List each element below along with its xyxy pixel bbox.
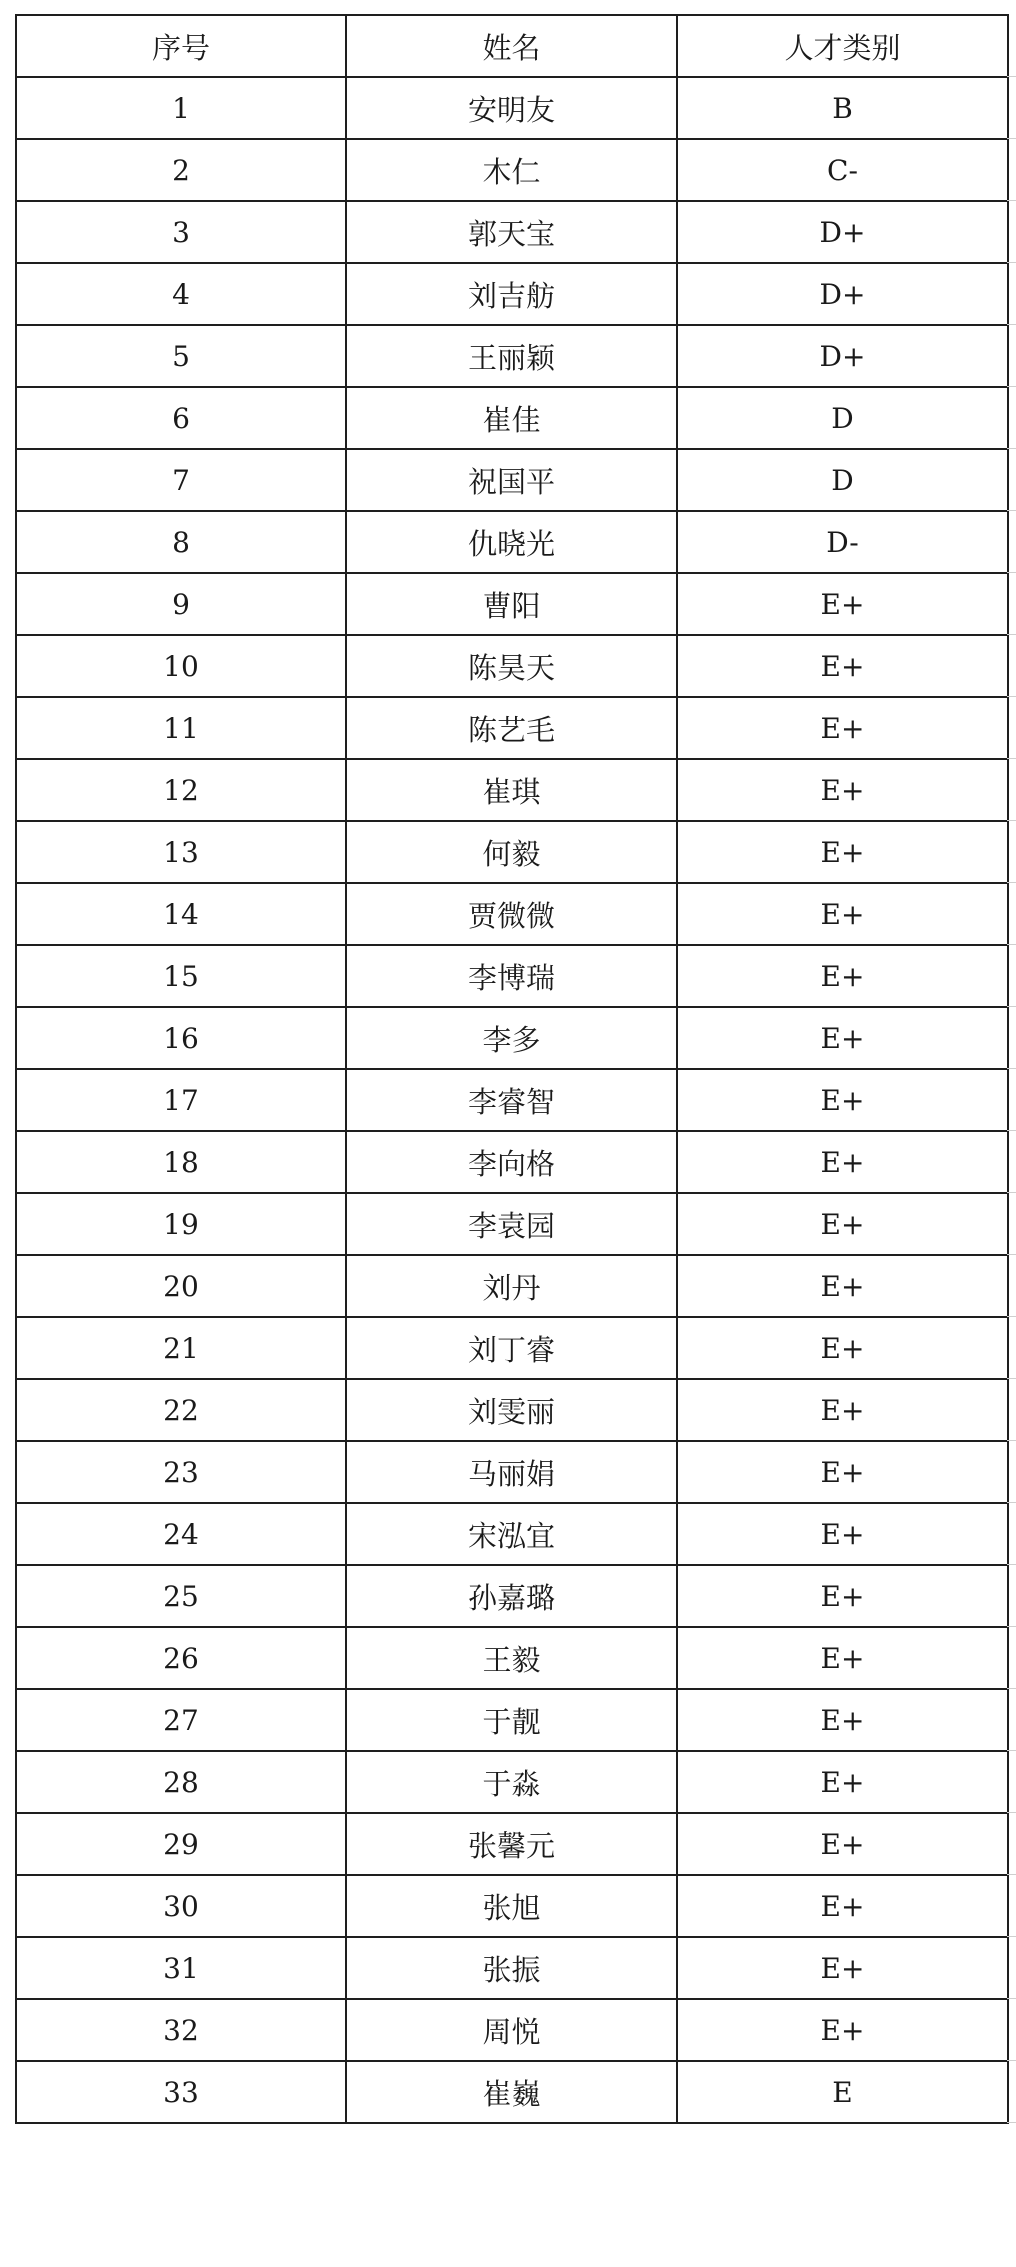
table-row [16, 1069, 1008, 1131]
cell-serial-number: 23 [16, 1441, 346, 1503]
cell-serial-number: 30 [16, 1875, 346, 1937]
cell-serial-number: 3 [16, 201, 346, 263]
gridline-stub [1007, 1130, 1016, 1131]
cell-serial-number: 24 [16, 1503, 346, 1565]
table-row [16, 387, 1008, 449]
cell-talent-category: D [677, 387, 1008, 449]
gridline-stub [1007, 820, 1016, 821]
gridline-stub [1007, 1378, 1016, 1379]
cell-serial-number: 14 [16, 883, 346, 945]
cell-talent-category: D+ [677, 201, 1008, 263]
gridline-stub [1007, 324, 1016, 325]
cell-talent-category: E+ [677, 1937, 1008, 1999]
cell-talent-category: E+ [677, 1627, 1008, 1689]
cell-talent-category: E+ [677, 1875, 1008, 1937]
gridline-stub [1007, 76, 1016, 77]
cell-serial-number: 32 [16, 1999, 346, 2061]
table-row [16, 449, 1008, 511]
cell-name: 张振 [346, 1937, 677, 1999]
gridline-stub [1007, 1006, 1016, 1007]
cell-serial-number: 4 [16, 263, 346, 325]
table-row [16, 263, 1008, 325]
table-row [16, 1255, 1008, 1317]
cell-name: 贾微微 [346, 883, 677, 945]
cell-serial-number: 11 [16, 697, 346, 759]
cell-name: 刘丹 [346, 1255, 677, 1317]
table-row [16, 635, 1008, 697]
cell-talent-category: E+ [677, 1751, 1008, 1813]
cell-serial-number: 27 [16, 1689, 346, 1751]
cell-serial-number: 15 [16, 945, 346, 1007]
cell-serial-number: 9 [16, 573, 346, 635]
table-row [16, 77, 1008, 139]
cell-name: 木仁 [346, 139, 677, 201]
gridline-stub [1007, 1254, 1016, 1255]
table-row [16, 2061, 1008, 2123]
cell-serial-number: 28 [16, 1751, 346, 1813]
table-row [16, 759, 1008, 821]
cell-talent-category: E+ [677, 759, 1008, 821]
cell-serial-number: 31 [16, 1937, 346, 1999]
cell-talent-category: E+ [677, 1007, 1008, 1069]
table-row [16, 1007, 1008, 1069]
cell-serial-number: 26 [16, 1627, 346, 1689]
table-row [16, 1503, 1008, 1565]
cell-serial-number: 13 [16, 821, 346, 883]
table-row [16, 1751, 1008, 1813]
cell-name: 王丽颖 [346, 325, 677, 387]
table-row [16, 697, 1008, 759]
table-row [16, 1689, 1008, 1751]
table-row [16, 945, 1008, 1007]
cell-name: 李袁园 [346, 1193, 677, 1255]
table-row [16, 511, 1008, 573]
cell-name: 于淼 [346, 1751, 677, 1813]
cell-name: 张馨元 [346, 1813, 677, 1875]
cell-talent-category: E+ [677, 635, 1008, 697]
cell-name: 崔佳 [346, 387, 677, 449]
cell-talent-category: E+ [677, 1317, 1008, 1379]
table-row [16, 1999, 1008, 2061]
cell-serial-number: 1 [16, 77, 346, 139]
header-name: 姓名 [346, 15, 677, 77]
cell-talent-category: E+ [677, 697, 1008, 759]
cell-serial-number: 7 [16, 449, 346, 511]
cell-talent-category: E+ [677, 1813, 1008, 1875]
gridline-stub [1007, 1440, 1016, 1441]
header-serial-number: 序号 [16, 15, 346, 77]
cell-serial-number: 20 [16, 1255, 346, 1317]
cell-talent-category: E+ [677, 1503, 1008, 1565]
gridline-stub [1007, 1316, 1016, 1317]
header-talent-category: 人才类别 [677, 15, 1008, 77]
cell-talent-category: D [677, 449, 1008, 511]
cell-name: 马丽娟 [346, 1441, 677, 1503]
cell-name: 李博瑞 [346, 945, 677, 1007]
cell-talent-category: E+ [677, 883, 1008, 945]
cell-name: 李多 [346, 1007, 677, 1069]
cell-talent-category: E+ [677, 1999, 1008, 2061]
table-row [16, 1379, 1008, 1441]
gridline-stub [1007, 1874, 1016, 1875]
table-row [16, 883, 1008, 945]
cell-name: 宋泓宜 [346, 1503, 677, 1565]
table-row [16, 325, 1008, 387]
gridline-stub [1007, 262, 1016, 263]
table-row [16, 1441, 1008, 1503]
gridline-stub [1007, 1750, 1016, 1751]
cell-serial-number: 10 [16, 635, 346, 697]
cell-serial-number: 6 [16, 387, 346, 449]
cell-name: 李睿智 [346, 1069, 677, 1131]
cell-name: 孙嘉璐 [346, 1565, 677, 1627]
cell-talent-category: D+ [677, 325, 1008, 387]
cell-serial-number: 8 [16, 511, 346, 573]
cell-serial-number: 19 [16, 1193, 346, 1255]
gridline-stub [1007, 1502, 1016, 1503]
gridline-stub [1007, 1998, 1016, 1999]
gridline-stub [1007, 758, 1016, 759]
table-row [16, 1813, 1008, 1875]
gridline-stub [1007, 1068, 1016, 1069]
gridline-stub [1007, 138, 1016, 139]
table-row [16, 573, 1008, 635]
cell-serial-number: 25 [16, 1565, 346, 1627]
gridline-stub [1007, 2122, 1016, 2123]
table-row [16, 201, 1008, 263]
cell-talent-category: E+ [677, 1379, 1008, 1441]
cell-name: 安明友 [346, 77, 677, 139]
cell-talent-category: D+ [677, 263, 1008, 325]
cell-name: 曹阳 [346, 573, 677, 635]
table-row [16, 1875, 1008, 1937]
gridline-stub [1007, 2060, 1016, 2061]
talent-roster-table [15, 14, 1009, 2124]
roster-body [16, 77, 1008, 2123]
gridline-stub [1007, 634, 1016, 635]
cell-name: 李向格 [346, 1131, 677, 1193]
cell-talent-category: E+ [677, 1193, 1008, 1255]
cell-name: 陈昊天 [346, 635, 677, 697]
gridline-stub [1007, 200, 1016, 201]
cell-name: 仇晓光 [346, 511, 677, 573]
gridline-stub [1007, 1936, 1016, 1937]
cell-talent-category: E+ [677, 1069, 1008, 1131]
cell-talent-category: B [677, 77, 1008, 139]
cell-talent-category: E+ [677, 573, 1008, 635]
header-row [16, 15, 1008, 77]
table-row [16, 1317, 1008, 1379]
table-row [16, 1131, 1008, 1193]
gridline-stub [1007, 572, 1016, 573]
cell-talent-category: E [677, 2061, 1008, 2123]
cell-serial-number: 33 [16, 2061, 346, 2123]
cell-name: 崔巍 [346, 2061, 677, 2123]
gridline-stub [1007, 510, 1016, 511]
table-row [16, 139, 1008, 201]
table-row [16, 1937, 1008, 1999]
cell-name: 刘雯丽 [346, 1379, 677, 1441]
cell-serial-number: 21 [16, 1317, 346, 1379]
cell-name: 王毅 [346, 1627, 677, 1689]
cell-serial-number: 12 [16, 759, 346, 821]
cell-talent-category: E+ [677, 1131, 1008, 1193]
cell-serial-number: 5 [16, 325, 346, 387]
cell-name: 郭天宝 [346, 201, 677, 263]
gridline-stub [1007, 448, 1016, 449]
gridline-stub [1007, 1564, 1016, 1565]
gridline-stub [1007, 1688, 1016, 1689]
table-row [16, 1565, 1008, 1627]
table-row [16, 821, 1008, 883]
cell-talent-category: E+ [677, 1689, 1008, 1751]
table-row [16, 1193, 1008, 1255]
gridline-stub [1007, 1812, 1016, 1813]
cell-talent-category: E+ [677, 821, 1008, 883]
cell-talent-category: C- [677, 139, 1008, 201]
cell-name: 祝国平 [346, 449, 677, 511]
cell-talent-category: E+ [677, 1255, 1008, 1317]
cell-serial-number: 29 [16, 1813, 346, 1875]
table-row [16, 1627, 1008, 1689]
cell-name: 张旭 [346, 1875, 677, 1937]
cell-name: 陈艺毛 [346, 697, 677, 759]
cell-name: 何毅 [346, 821, 677, 883]
cell-serial-number: 18 [16, 1131, 346, 1193]
gridline-stub [1007, 882, 1016, 883]
gridline-stub [1007, 1626, 1016, 1627]
cell-name: 崔琪 [346, 759, 677, 821]
gridline-stub [1007, 696, 1016, 697]
gridline-stub [1007, 386, 1016, 387]
cell-name: 于靓 [346, 1689, 677, 1751]
cell-talent-category: D- [677, 511, 1008, 573]
gridline-stub [1007, 944, 1016, 945]
cell-serial-number: 17 [16, 1069, 346, 1131]
cell-serial-number: 16 [16, 1007, 346, 1069]
cell-serial-number: 22 [16, 1379, 346, 1441]
gridline-stub [1007, 1192, 1016, 1193]
cell-serial-number: 2 [16, 139, 346, 201]
cell-talent-category: E+ [677, 945, 1008, 1007]
cell-name: 刘吉舫 [346, 263, 677, 325]
cell-talent-category: E+ [677, 1441, 1008, 1503]
cell-name: 刘丁睿 [346, 1317, 677, 1379]
cell-talent-category: E+ [677, 1565, 1008, 1627]
cell-name: 周悦 [346, 1999, 677, 2061]
